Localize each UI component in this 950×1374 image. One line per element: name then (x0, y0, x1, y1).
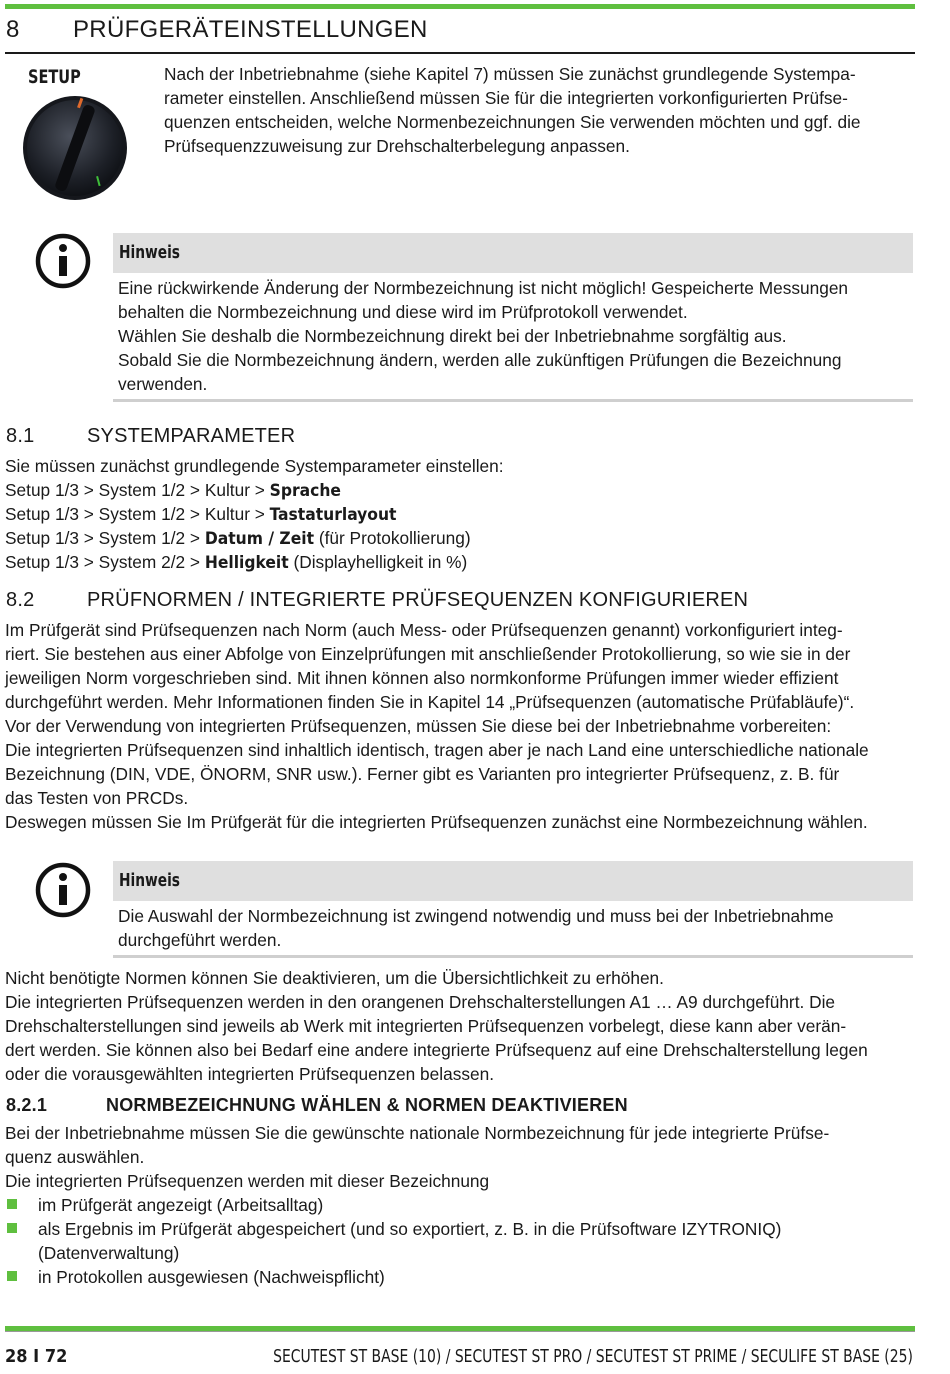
subsection-title: NORMBEZEICHNUNG WÄHLEN & NORMEN DEAKTIVIEREN (106, 1095, 628, 1115)
chapter-title: PRÜFGERÄTEINSTELLUNGEN (73, 16, 428, 43)
body-line: Bezeichnung (DIN, VDE, ÖNORM, SNR usw.). Ferner gibt es Varianten pro integrierter Prüfsequenz, z. B. für (5, 764, 840, 784)
rotary-dial-image (22, 93, 132, 205)
body-line: quenz auswählen. (5, 1147, 145, 1167)
info-icon (35, 862, 91, 918)
bullet-item: in Protokollen ausgewiesen (Nachweispflicht) (38, 1267, 385, 1287)
intro-line: quenzen entscheiden, welche Normenbezeichnungen Sie verwenden möchten und ggf. die (164, 112, 861, 132)
menu-path: Setup 1/3 > System 1/2 > Datum / Zeit (für Protokollierung) (5, 528, 471, 549)
body-line: Drehschalterstellungen sind jeweils ab Werk mit integrierten Prüfsequenzen vorbelegt, diese kann aber verän- (5, 1016, 847, 1036)
chapter-number: 8 (6, 16, 20, 43)
note-line: Wählen Sie deshalb die Normbezeichnung direkt bei der Inbetriebnahme sorgfältig aus. (118, 326, 787, 346)
bullet-item: als Ergebnis im Prüfgerät abgespeichert (und so exportiert, z. B. in die Prüfsoftware IZYTRONIQ) (38, 1219, 782, 1239)
body-line: dert werden. Sie können also bei Bedarf eine andere integrierte Prüfsequenz auf eine Drehschalterstellung legen (5, 1040, 868, 1060)
section-title: SYSTEMPARAMETER (87, 425, 296, 447)
menu-path: Setup 1/3 > System 2/2 > Helligkeit (Displayhelligkeit in %) (5, 552, 468, 573)
section-number: 8.1 (6, 425, 35, 447)
note-line: Sobald Sie die Normbezeichnung ändern, werden alle zukünftigen Prüfungen die Bezeichnung (118, 350, 842, 370)
bullet-marker (7, 1223, 17, 1233)
intro-line: Nach der Inbetriebnahme (siehe Kapitel 7) müssen Sie zunächst grundlegende Systempa- (164, 64, 856, 84)
menu-path: Setup 1/3 > System 1/2 > Kultur > Sprache (5, 480, 341, 501)
bullet-marker (7, 1271, 17, 1281)
setup-label: SETUP (28, 66, 81, 88)
note-line: Eine rückwirkende Änderung der Normbezeichnung ist nicht möglich! Gespeicherte Messungen (118, 278, 849, 298)
body-line: Im Prüfgerät sind Prüfsequenzen nach Norm (auch Mess- oder Prüfsequenzen genannt) vorkonfiguriert integ- (5, 620, 843, 640)
body-line: das Testen von PRCDs. (5, 788, 189, 808)
note-line: Die Auswahl der Normbezeichnung ist zwingend notwendig und muss bei der Inbetriebnahme (118, 906, 834, 926)
body-line: Deswegen müssen Sie Im Prüfgerät für die integrierten Prüfsequenzen zunächst eine Normbezeichnung wählen. (5, 812, 868, 832)
menu-path: Setup 1/3 > System 1/2 > Kultur > Tastaturlayout (5, 504, 397, 525)
note-heading: Hinweis (119, 242, 181, 263)
page-number: 28 I 72 (5, 1346, 68, 1367)
body-line: Die integrierten Prüfsequenzen werden mit dieser Bezeichnung (5, 1171, 490, 1191)
intro-line: Prüfsequenzzuweisung zur Drehschalterbelegung anpassen. (164, 136, 630, 156)
body-line: Nicht benötigte Normen können Sie deaktivieren, um die Übersichtlichkeit zu erhöhen. (5, 968, 664, 988)
body-line: Vor der Verwendung von integrierten Prüfsequenzen, müssen Sie diese bei der Inbetriebnahme vorbereiten: (5, 716, 832, 736)
note-bottom-rule (113, 955, 913, 958)
note-line: verwenden. (118, 374, 208, 394)
chapter-rule (5, 52, 915, 54)
body-line: jeweiligen Norm vorgeschrieben sind. Mit ihnen können also normkonforme Prüfungen immer wieder effizient (5, 668, 839, 688)
note-heading: Hinweis (119, 870, 181, 891)
body-line: Die integrierten Prüfsequenzen sind inhaltlich identisch, tragen aber je nach Land eine unterschiedliche nationale (5, 740, 869, 760)
intro-line: rameter einstellen. Anschließend müssen Sie für die integrierten vorkonfigurierten Prüfse- (164, 88, 848, 108)
section-intro: Sie müssen zunächst grundlegende Systemparameter einstellen: (5, 456, 504, 476)
bullet-item-continuation: (Datenverwaltung) (38, 1243, 180, 1263)
body-line: riert. Sie bestehen aus einer Abfolge von Einzelprüfungen mit anschließender Protokollierung, so wie sie in der (5, 644, 851, 664)
top-accent-bar (5, 4, 915, 9)
note-line: durchgeführt werden. (118, 930, 282, 950)
body-line: Die integrierten Prüfsequenzen werden in den orangenen Drehschalterstellungen A1 … A9 durchgeführt. Die (5, 992, 836, 1012)
bullet-marker (7, 1199, 17, 1209)
section-title: PRÜFNORMEN / INTEGRIERTE PRÜFSEQUENZEN KONFIGURIEREN (87, 589, 749, 611)
info-icon (35, 233, 91, 289)
body-line: oder die vorausgewählten integrierten Prüfsequenzen belassen. (5, 1064, 494, 1084)
note-heading-bar (113, 233, 913, 273)
note-heading-bar (113, 861, 913, 901)
note-bottom-rule (113, 399, 913, 402)
footer-rule (5, 1331, 915, 1332)
footer-products: SECUTEST ST BASE (10) / SECUTEST ST PRO / SECUTEST ST PRIME / SECULIFE ST BASE (25) (273, 1346, 913, 1367)
section-number: 8.2 (6, 589, 35, 611)
bullet-item: im Prüfgerät angezeigt (Arbeitsalltag) (38, 1195, 324, 1215)
note-line: behalten die Normbezeichnung und diese wird im Prüfprotokoll verwendet. (118, 302, 688, 322)
subsection-number: 8.2.1 (6, 1095, 48, 1115)
body-line: Bei der Inbetriebnahme müssen Sie die gewünschte nationale Normbezeichnung für jede integrierte Prüfse- (5, 1123, 830, 1143)
body-line: durchgeführt werden. Mehr Informationen finden Sie in Kapitel 14 „Prüfsequenzen (automatische Prüfabläufe)“. (5, 692, 855, 712)
